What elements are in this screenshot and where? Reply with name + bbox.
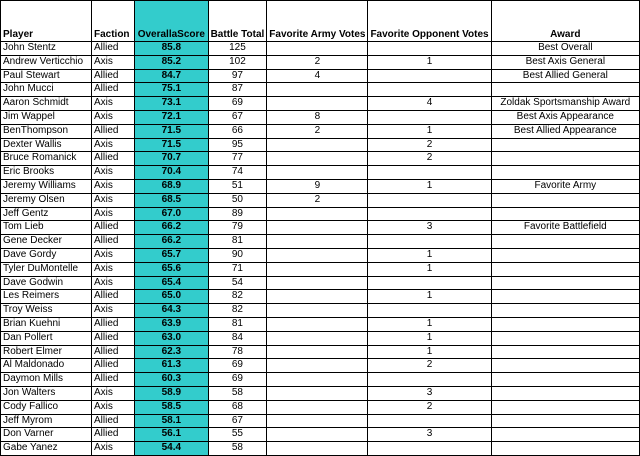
table-row	[1, 235, 640, 249]
cell-faction[interactable]: Axis	[91, 386, 134, 400]
cell-award[interactable]	[491, 193, 639, 207]
cell-award[interactable]: Favorite Army	[491, 179, 639, 193]
cell-award[interactable]	[491, 304, 639, 318]
cell-score[interactable]: 70.7	[135, 152, 209, 166]
table-row	[1, 207, 640, 221]
cell-player[interactable]: Bruce Romanick	[1, 152, 92, 166]
header-battle-total[interactable]: Battle Total	[208, 1, 267, 42]
cell-award[interactable]	[491, 442, 639, 456]
cell-battle-total[interactable]: 78	[208, 345, 267, 359]
cell-favorite-army-votes[interactable]	[267, 221, 368, 235]
cell-faction[interactable]: Allied	[91, 152, 134, 166]
cell-award[interactable]	[491, 290, 639, 304]
cell-favorite-army-votes[interactable]: 2	[267, 193, 368, 207]
cell-award[interactable]	[491, 276, 639, 290]
cell-faction[interactable]: Allied	[91, 221, 134, 235]
cell-faction[interactable]: Allied	[91, 414, 134, 428]
cell-score[interactable]: 64.3	[135, 304, 209, 318]
cell-award[interactable]	[491, 428, 639, 442]
cell-battle-total[interactable]: 69	[208, 97, 267, 111]
cell-player[interactable]: John Mucci	[1, 83, 92, 97]
header-player[interactable]: Player	[1, 1, 92, 42]
table-row	[1, 304, 640, 318]
cell-favorite-opponent-votes[interactable]	[368, 373, 491, 387]
table-row	[1, 42, 640, 56]
header-favorite-opponent-votes[interactable]: Favorite Opponent Votes	[368, 1, 491, 42]
cell-battle-total[interactable]: 84	[208, 331, 267, 345]
cell-player[interactable]: Dave Godwin	[1, 276, 92, 290]
cell-favorite-army-votes[interactable]	[267, 442, 368, 456]
cell-faction[interactable]: Axis	[91, 179, 134, 193]
table-row	[1, 442, 640, 456]
cell-favorite-opponent-votes[interactable]	[368, 207, 491, 221]
cell-favorite-opponent-votes[interactable]: 1	[368, 262, 491, 276]
cell-faction[interactable]: Axis	[91, 110, 134, 124]
cell-player[interactable]: Robert Elmer	[1, 345, 92, 359]
cell-faction[interactable]: Axis	[91, 193, 134, 207]
table-row	[1, 386, 640, 400]
cell-faction[interactable]: Allied	[91, 69, 134, 83]
cell-player[interactable]: Brian Kuehni	[1, 317, 92, 331]
table-row	[1, 221, 640, 235]
cell-favorite-army-votes[interactable]	[267, 359, 368, 373]
cell-award[interactable]	[491, 138, 639, 152]
cell-favorite-army-votes[interactable]	[267, 276, 368, 290]
cell-favorite-army-votes[interactable]	[267, 345, 368, 359]
cell-player[interactable]: John Stentz	[1, 42, 92, 56]
cell-favorite-opponent-votes[interactable]	[368, 442, 491, 456]
cell-favorite-army-votes[interactable]: 2	[267, 124, 368, 138]
cell-player[interactable]: Aaron Schmidt	[1, 97, 92, 111]
cell-favorite-opponent-votes[interactable]	[368, 235, 491, 249]
header-faction[interactable]: Faction	[91, 1, 134, 42]
table-row	[1, 428, 640, 442]
cell-favorite-opponent-votes[interactable]	[368, 414, 491, 428]
table-row	[1, 345, 640, 359]
cell-battle-total[interactable]: 89	[208, 207, 267, 221]
cell-favorite-opponent-votes[interactable]: 2	[368, 138, 491, 152]
cell-player[interactable]: Eric Brooks	[1, 166, 92, 180]
cell-player[interactable]: Don Varner	[1, 428, 92, 442]
cell-score[interactable]: 66.2	[135, 221, 209, 235]
cell-faction[interactable]: Axis	[91, 207, 134, 221]
cell-faction[interactable]: Axis	[91, 248, 134, 262]
cell-favorite-army-votes[interactable]	[267, 97, 368, 111]
cell-favorite-opponent-votes[interactable]: 3	[368, 386, 491, 400]
cell-faction[interactable]: Allied	[91, 428, 134, 442]
cell-score[interactable]: 72.1	[135, 110, 209, 124]
cell-score[interactable]: 85.8	[135, 42, 209, 56]
table-row	[1, 166, 640, 180]
cell-faction[interactable]: Axis	[91, 97, 134, 111]
cell-player[interactable]: Al Maldonado	[1, 359, 92, 373]
cell-faction[interactable]: Axis	[91, 166, 134, 180]
header-score[interactable]: OverallaScore	[135, 1, 209, 42]
cell-favorite-opponent-votes[interactable]	[368, 42, 491, 56]
cell-score[interactable]: 62.3	[135, 345, 209, 359]
cell-favorite-army-votes[interactable]	[267, 400, 368, 414]
cell-score[interactable]: 85.2	[135, 55, 209, 69]
cell-player[interactable]: Les Reimers	[1, 290, 92, 304]
cell-award[interactable]: Best Overall	[491, 42, 639, 56]
cell-award[interactable]: Favorite Battlefield	[491, 221, 639, 235]
cell-player[interactable]: Gene Decker	[1, 235, 92, 249]
cell-award[interactable]: Best Axis General	[491, 55, 639, 69]
cell-player[interactable]: Jeremy Williams	[1, 179, 92, 193]
header-favorite-army-votes[interactable]: Favorite Army Votes	[267, 1, 368, 42]
cell-favorite-army-votes[interactable]: 8	[267, 110, 368, 124]
cell-battle-total[interactable]: 67	[208, 110, 267, 124]
cell-battle-total[interactable]: 69	[208, 359, 267, 373]
cell-score[interactable]: 75.1	[135, 83, 209, 97]
table-row	[1, 179, 640, 193]
cell-score[interactable]: 84.7	[135, 69, 209, 83]
cell-favorite-army-votes[interactable]	[267, 428, 368, 442]
cell-battle-total[interactable]: 79	[208, 221, 267, 235]
cell-faction[interactable]: Axis	[91, 304, 134, 318]
table-row	[1, 152, 640, 166]
table-row	[1, 331, 640, 345]
cell-favorite-opponent-votes[interactable]	[368, 166, 491, 180]
cell-player[interactable]: Cody Fallico	[1, 400, 92, 414]
cell-favorite-opponent-votes[interactable]: 1	[368, 290, 491, 304]
cell-player[interactable]: Dave Gordy	[1, 248, 92, 262]
table-row	[1, 69, 640, 83]
cell-battle-total[interactable]: 102	[208, 55, 267, 69]
table-row	[1, 55, 640, 69]
table-row	[1, 317, 640, 331]
cell-score[interactable]: 65.4	[135, 276, 209, 290]
cell-player[interactable]: Jeff Myrom	[1, 414, 92, 428]
table-row	[1, 193, 640, 207]
cell-favorite-army-votes[interactable]	[267, 235, 368, 249]
cell-favorite-opponent-votes[interactable]	[368, 69, 491, 83]
cell-score[interactable]: 61.3	[135, 359, 209, 373]
table-row	[1, 124, 640, 138]
cell-favorite-opponent-votes[interactable]: 2	[368, 152, 491, 166]
cell-score[interactable]: 63.0	[135, 331, 209, 345]
cell-player[interactable]: Dexter Wallis	[1, 138, 92, 152]
cell-favorite-army-votes[interactable]	[267, 138, 368, 152]
cell-favorite-opponent-votes[interactable]	[368, 110, 491, 124]
cell-battle-total[interactable]: 67	[208, 414, 267, 428]
cell-score[interactable]: 70.4	[135, 166, 209, 180]
cell-score[interactable]: 68.5	[135, 193, 209, 207]
cell-favorite-opponent-votes[interactable]: 1	[368, 317, 491, 331]
cell-faction[interactable]: Allied	[91, 373, 134, 387]
cell-player[interactable]: Jeremy Olsen	[1, 193, 92, 207]
cell-score[interactable]: 54.4	[135, 442, 209, 456]
cell-award[interactable]	[491, 83, 639, 97]
cell-favorite-army-votes[interactable]	[267, 262, 368, 276]
table-row	[1, 373, 640, 387]
cell-score[interactable]: 71.5	[135, 138, 209, 152]
cell-faction[interactable]: Allied	[91, 124, 134, 138]
cell-player[interactable]: Troy Weiss	[1, 304, 92, 318]
cell-favorite-army-votes[interactable]	[267, 373, 368, 387]
cell-faction[interactable]: Allied	[91, 83, 134, 97]
cell-battle-total[interactable]: 77	[208, 152, 267, 166]
cell-battle-total[interactable]: 58	[208, 386, 267, 400]
cell-favorite-opponent-votes[interactable]	[368, 193, 491, 207]
cell-battle-total[interactable]: 74	[208, 166, 267, 180]
cell-award[interactable]: Best Axis Appearance	[491, 110, 639, 124]
table-row	[1, 97, 640, 111]
cell-award[interactable]	[491, 359, 639, 373]
cell-favorite-army-votes[interactable]	[267, 331, 368, 345]
cell-favorite-opponent-votes[interactable]	[368, 304, 491, 318]
cell-battle-total[interactable]: 87	[208, 83, 267, 97]
table-row	[1, 400, 640, 414]
cell-battle-total[interactable]: 82	[208, 304, 267, 318]
table-row	[1, 276, 640, 290]
cell-score[interactable]: 71.5	[135, 124, 209, 138]
cell-faction[interactable]: Axis	[91, 400, 134, 414]
cell-award[interactable]	[491, 166, 639, 180]
cell-award[interactable]	[491, 152, 639, 166]
cell-score[interactable]: 68.9	[135, 179, 209, 193]
cell-player[interactable]: Jim Wappel	[1, 110, 92, 124]
cell-favorite-army-votes[interactable]	[267, 166, 368, 180]
cell-battle-total[interactable]: 95	[208, 138, 267, 152]
cell-favorite-opponent-votes[interactable]: 1	[368, 124, 491, 138]
cell-score[interactable]: 67.0	[135, 207, 209, 221]
cell-player[interactable]: Daymon Mills	[1, 373, 92, 387]
cell-faction[interactable]: Axis	[91, 442, 134, 456]
cell-battle-total[interactable]: 97	[208, 69, 267, 83]
cell-battle-total[interactable]: 55	[208, 428, 267, 442]
cell-faction[interactable]: Allied	[91, 290, 134, 304]
cell-player[interactable]: Jon Walters	[1, 386, 92, 400]
cell-score[interactable]: 63.9	[135, 317, 209, 331]
cell-battle-total[interactable]: 69	[208, 373, 267, 387]
cell-faction[interactable]: Allied	[91, 235, 134, 249]
table-row	[1, 290, 640, 304]
cell-battle-total[interactable]: 81	[208, 235, 267, 249]
cell-score[interactable]: 56.1	[135, 428, 209, 442]
cell-favorite-opponent-votes[interactable]: 3	[368, 221, 491, 235]
cell-battle-total[interactable]: 58	[208, 442, 267, 456]
cell-favorite-opponent-votes[interactable]: 3	[368, 428, 491, 442]
cell-battle-total[interactable]: 81	[208, 317, 267, 331]
cell-favorite-opponent-votes[interactable]: 4	[368, 97, 491, 111]
table-row	[1, 248, 640, 262]
cell-faction[interactable]: Allied	[91, 359, 134, 373]
table-row	[1, 414, 640, 428]
cell-favorite-army-votes[interactable]	[267, 83, 368, 97]
cell-favorite-army-votes[interactable]	[267, 207, 368, 221]
cell-battle-total[interactable]: 71	[208, 262, 267, 276]
cell-favorite-army-votes[interactable]	[267, 304, 368, 318]
cell-faction[interactable]: Axis	[91, 55, 134, 69]
table-row	[1, 359, 640, 373]
cell-award[interactable]	[491, 207, 639, 221]
cell-player[interactable]: Paul Stewart	[1, 69, 92, 83]
cell-player[interactable]: Dan Pollert	[1, 331, 92, 345]
cell-favorite-army-votes[interactable]	[267, 42, 368, 56]
cell-player[interactable]: Tom Lieb	[1, 221, 92, 235]
cell-award[interactable]	[491, 317, 639, 331]
header-award[interactable]: Award	[491, 1, 639, 42]
cell-battle-total[interactable]: 50	[208, 193, 267, 207]
cell-award[interactable]: Zoldak Sportsmanship Award	[491, 97, 639, 111]
cell-battle-total[interactable]: 82	[208, 290, 267, 304]
cell-faction[interactable]: Allied	[91, 317, 134, 331]
cell-favorite-army-votes[interactable]: 4	[267, 69, 368, 83]
cell-award[interactable]	[491, 248, 639, 262]
cell-score[interactable]: 65.7	[135, 248, 209, 262]
cell-faction[interactable]: Axis	[91, 276, 134, 290]
cell-score[interactable]: 58.9	[135, 386, 209, 400]
cell-award[interactable]: Best Allied Appearance	[491, 124, 639, 138]
cell-faction[interactable]: Axis	[91, 262, 134, 276]
cell-player[interactable]: Tyler DuMontelle	[1, 262, 92, 276]
header-row	[1, 1, 640, 42]
table-row	[1, 138, 640, 152]
cell-score[interactable]: 66.2	[135, 235, 209, 249]
cell-score[interactable]: 73.1	[135, 97, 209, 111]
cell-faction[interactable]: Allied	[91, 42, 134, 56]
cell-award[interactable]: Best Allied General	[491, 69, 639, 83]
cell-award[interactable]	[491, 414, 639, 428]
cell-player[interactable]: BenThompson	[1, 124, 92, 138]
cell-battle-total[interactable]: 51	[208, 179, 267, 193]
cell-favorite-opponent-votes[interactable]: 2	[368, 359, 491, 373]
cell-faction[interactable]: Axis	[91, 138, 134, 152]
cell-award[interactable]	[491, 262, 639, 276]
cell-player[interactable]: Gabe Yanez	[1, 442, 92, 456]
cell-battle-total[interactable]: 68	[208, 400, 267, 414]
cell-score[interactable]: 65.0	[135, 290, 209, 304]
cell-favorite-army-votes[interactable]	[267, 248, 368, 262]
cell-award[interactable]	[491, 400, 639, 414]
cell-favorite-opponent-votes[interactable]: 2	[368, 400, 491, 414]
table-row	[1, 110, 640, 124]
cell-score[interactable]: 58.5	[135, 400, 209, 414]
cell-favorite-opponent-votes[interactable]: 1	[368, 345, 491, 359]
cell-favorite-army-votes[interactable]	[267, 317, 368, 331]
cell-favorite-army-votes[interactable]	[267, 290, 368, 304]
cell-favorite-opponent-votes[interactable]: 1	[368, 179, 491, 193]
table-row	[1, 262, 640, 276]
cell-player[interactable]: Andrew Verticchio	[1, 55, 92, 69]
cell-award[interactable]	[491, 331, 639, 345]
cell-favorite-army-votes[interactable]	[267, 414, 368, 428]
cell-favorite-opponent-votes[interactable]: 1	[368, 55, 491, 69]
cell-battle-total[interactable]: 66	[208, 124, 267, 138]
cell-favorite-army-votes[interactable]: 9	[267, 179, 368, 193]
cell-player[interactable]: Jeff Gentz	[1, 207, 92, 221]
cell-favorite-opponent-votes[interactable]: 1	[368, 331, 491, 345]
table-row	[1, 83, 640, 97]
cell-battle-total[interactable]: 125	[208, 42, 267, 56]
cell-favorite-opponent-votes[interactable]: 1	[368, 248, 491, 262]
cell-favorite-army-votes[interactable]	[267, 152, 368, 166]
cell-favorite-opponent-votes[interactable]	[368, 276, 491, 290]
cell-faction[interactable]: Allied	[91, 345, 134, 359]
cell-battle-total[interactable]: 54	[208, 276, 267, 290]
cell-score[interactable]: 60.3	[135, 373, 209, 387]
cell-award[interactable]	[491, 345, 639, 359]
cell-faction[interactable]: Allied	[91, 331, 134, 345]
cell-award[interactable]	[491, 235, 639, 249]
cell-award[interactable]	[491, 386, 639, 400]
cell-award[interactable]	[491, 373, 639, 387]
cell-favorite-opponent-votes[interactable]	[368, 83, 491, 97]
cell-favorite-army-votes[interactable]	[267, 386, 368, 400]
cell-battle-total[interactable]: 90	[208, 248, 267, 262]
cell-favorite-army-votes[interactable]: 2	[267, 55, 368, 69]
cell-score[interactable]: 58.1	[135, 414, 209, 428]
cell-score[interactable]: 65.6	[135, 262, 209, 276]
